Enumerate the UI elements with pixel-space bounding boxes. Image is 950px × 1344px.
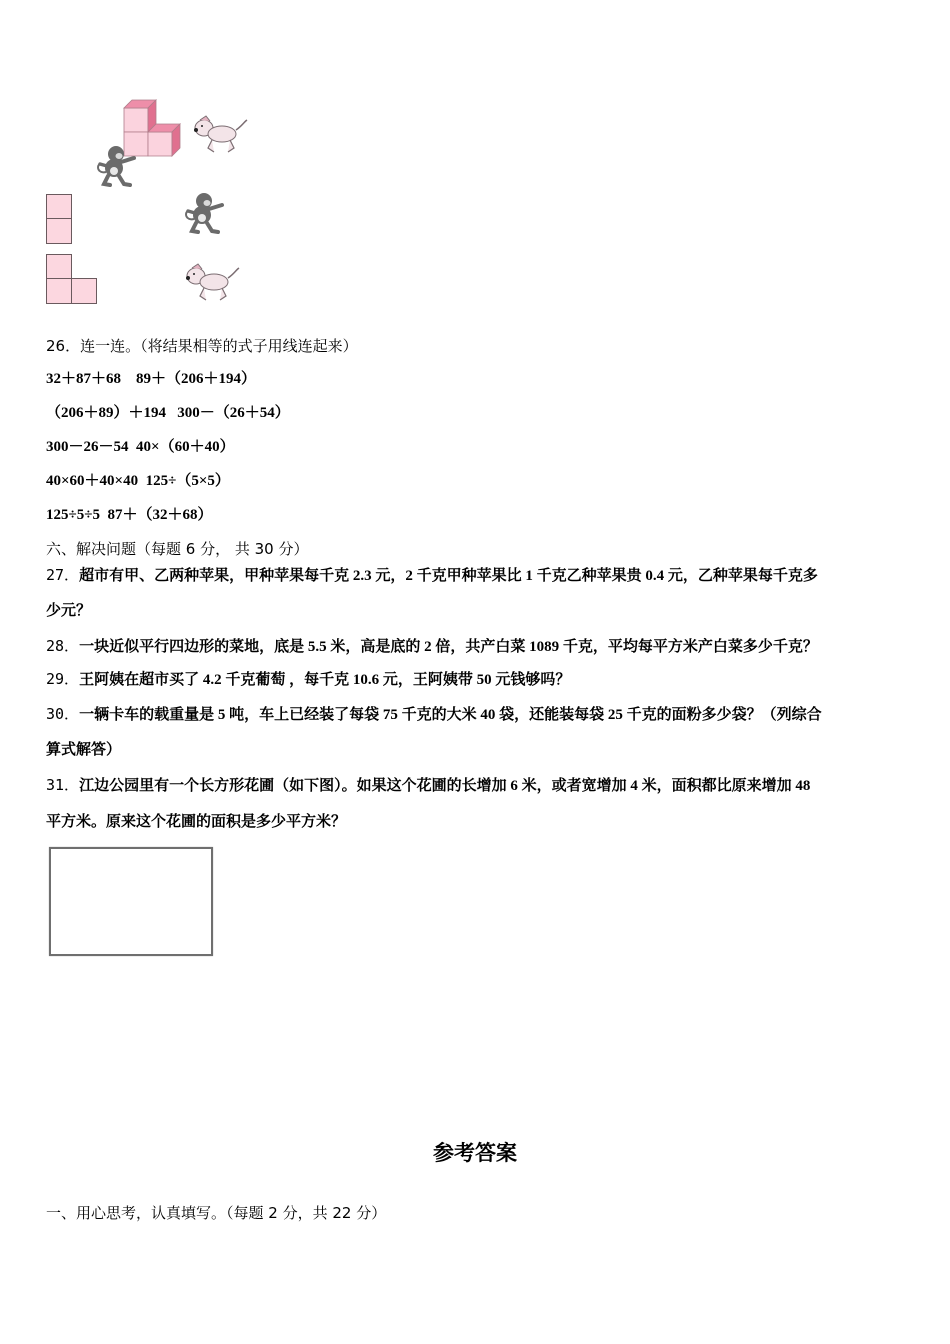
dog-icon <box>192 114 248 156</box>
q26-row <box>46 369 256 389</box>
answer-section-1-title: 一、用心思考，认真填写。（每题 2 分，共 22 分） <box>46 1204 387 1222</box>
question-29 <box>46 669 570 690</box>
question-number: 30． <box>46 705 80 723</box>
expression-right: 300－（26＋54） <box>177 405 290 421</box>
q26-row <box>46 437 235 457</box>
question-31 <box>46 775 810 796</box>
square-cell <box>46 194 72 219</box>
monkey-icon <box>182 191 226 235</box>
square-cell <box>46 254 72 279</box>
square-cell <box>46 218 72 244</box>
view-shape-l <box>46 254 98 304</box>
question-number: 28． <box>46 637 80 655</box>
view-shape-vertical <box>46 194 72 244</box>
section-6-title: 六、解决问题（每题 6 分， 共 30 分） <box>46 540 309 558</box>
expression-left: （206＋89）＋194 <box>46 405 167 421</box>
square-cell <box>71 278 97 304</box>
question-27-cont: 少元？ <box>46 603 92 619</box>
square-cell <box>46 278 72 304</box>
question-number: 31． <box>46 776 80 794</box>
expression-right: 125÷（5×5） <box>145 473 230 489</box>
expression-left: 125÷5÷5 <box>46 507 100 523</box>
dog-icon <box>184 262 240 304</box>
q26-row <box>46 505 212 525</box>
question-27 <box>46 565 818 586</box>
question-28 <box>46 636 818 657</box>
flowerbed-rectangle-figure <box>49 847 213 956</box>
q26-row <box>46 403 290 423</box>
expression-left: 32＋87＋68 <box>46 371 122 387</box>
expression-left: 300－26－54 <box>46 439 129 455</box>
question-text: 超市有甲、乙两种苹果，甲种苹果每千克 2.3 元，2 千克甲种苹果比 1 千克乙种苹果贵 0.4 元，乙种苹果每千克多 <box>79 568 818 584</box>
answer-key-title: 参考答案 <box>433 1141 517 1165</box>
question-number: 27． <box>46 566 80 584</box>
expression-right: 89＋（206＋194） <box>136 371 257 387</box>
expression-left: 40×60＋40×40 <box>46 473 139 489</box>
question-text: 王阿姨在超市买了 4.2 千克葡萄 ，每千克 10.6 元，王阿姨带 50 元钱够吗？ <box>79 672 571 688</box>
monkey-icon <box>94 144 138 188</box>
q26-row <box>46 471 230 491</box>
q26-title: 26．连一连。（将结果相等的式子用线连起来） <box>46 337 358 355</box>
question-text: 一辆卡车的载重量是 5 吨，车上已经装了每袋 75 千克的大米 40 袋，还能装每袋 25 千克的面粉多少袋？（列综合 <box>79 707 822 723</box>
question-30-cont: 算式解答） <box>46 742 122 758</box>
question-31-cont: 平方米。原来这个花圃的面积是多少平方米？ <box>46 814 347 830</box>
question-text: 一块近似平行四边形的菜地，底是 5.5 米，高是底的 2 倍，共产白菜 1089 千克，平均每平方米产白菜多少千克？ <box>79 639 818 655</box>
expression-right: 87＋（32＋68） <box>107 507 213 523</box>
question-number: 29． <box>46 670 80 688</box>
expression-right: 40×（60＋40） <box>136 439 235 455</box>
question-30 <box>46 704 822 725</box>
question-text: 江边公园里有一个长方形花圃（如下图）。如果这个花圃的长增加 6 米，或者宽增加 4 米，面积都比原来增加 48 <box>79 778 811 794</box>
